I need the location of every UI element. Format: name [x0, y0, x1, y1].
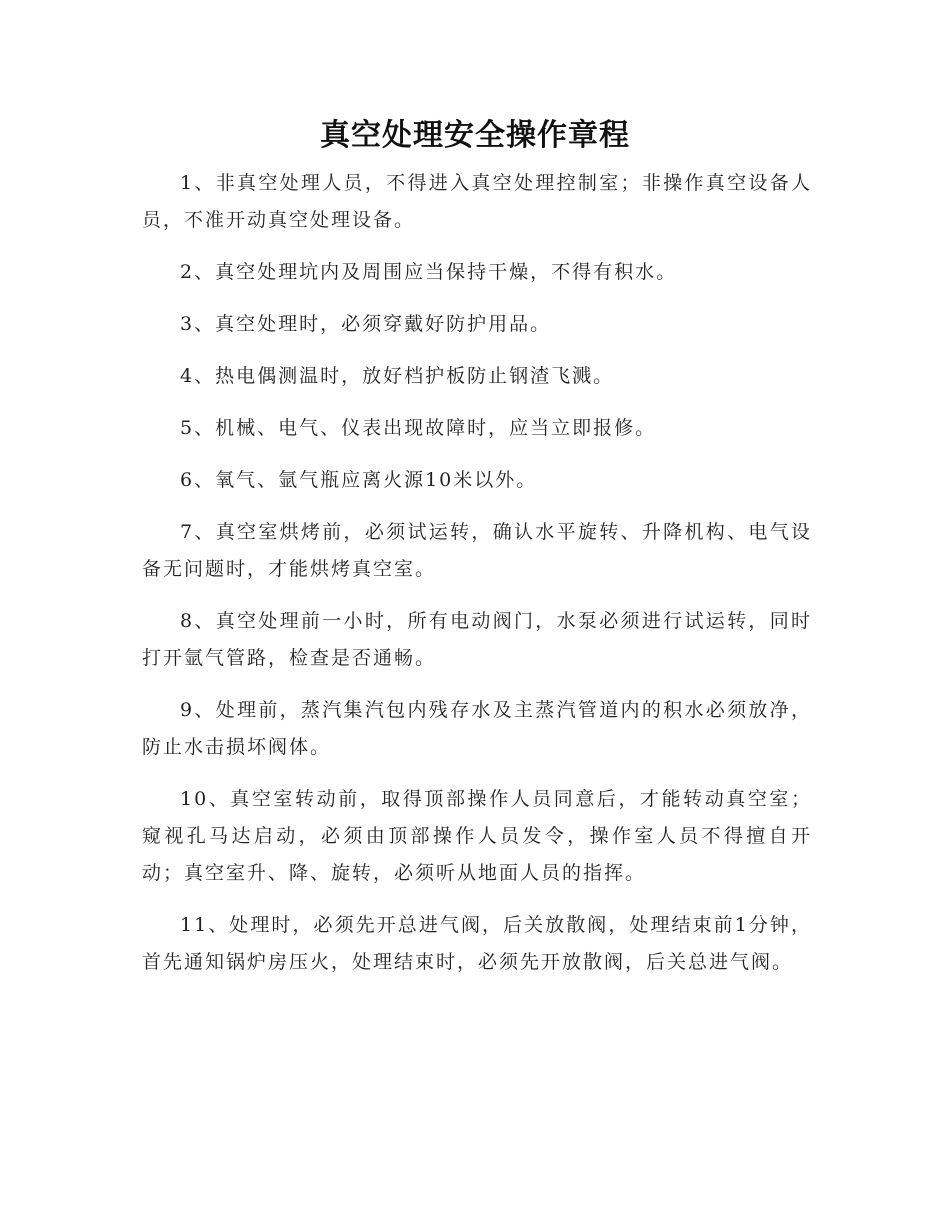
- rule-paragraph-1: 1、非真空处理人员，不得进入真空处理控制室；非操作真空设备人员，不准开动真空处理设备。: [142, 172, 812, 231]
- rule-paragraph-8: 8、真空处理前一小时，所有电动阀门，水泵必须进行试运转，同时打开氩气管路，检查是否通畅。: [142, 610, 812, 669]
- document-title: 真空处理安全操作章程: [320, 118, 630, 153]
- rule-paragraph-5: 5、机械、电气、仪表出现故障时，应当立即报修。: [180, 417, 657, 439]
- rule-paragraph-2: 2、真空处理坑内及周围应当保持干燥，不得有积水。: [180, 261, 678, 283]
- rule-paragraph-4: 4、热电偶测温时，放好档护板防止钢渣飞溅。: [180, 365, 615, 387]
- rule-paragraph-9: 9、处理前，蒸汽集汽包内残存水及主蒸汽管道内的积水必须放净，防止水击损坏阀体。: [142, 699, 812, 758]
- rule-paragraph-11: 11、处理时，必须先开总进气阀，后关放散阀，处理结束前1分钟，首先通知锅炉房压火，处理结束时，必须先开放散阀，后关总进气阀。: [142, 914, 812, 973]
- rule-paragraph-10: 10、真空室转动前，取得顶部操作人员同意后，才能转动真空室；窥视孔马达启动，必须由顶部操作人员发令，操作室人员不得擅自开动；真空室升、降、旋转，必须听从地面人员的指挥。: [142, 788, 812, 884]
- rule-paragraph-7: 7、真空室烘烤前，必须试运转，确认水平旋转、升降机构、电气设备无问题时，才能烘烤真空室。: [142, 521, 812, 580]
- rule-paragraph-3: 3、真空处理时，必须穿戴好防护用品。: [180, 313, 552, 335]
- document-body: [142, 165, 812, 996]
- rule-paragraph-6: 6、氧气、氩气瓶应离火源10米以外。: [180, 469, 538, 491]
